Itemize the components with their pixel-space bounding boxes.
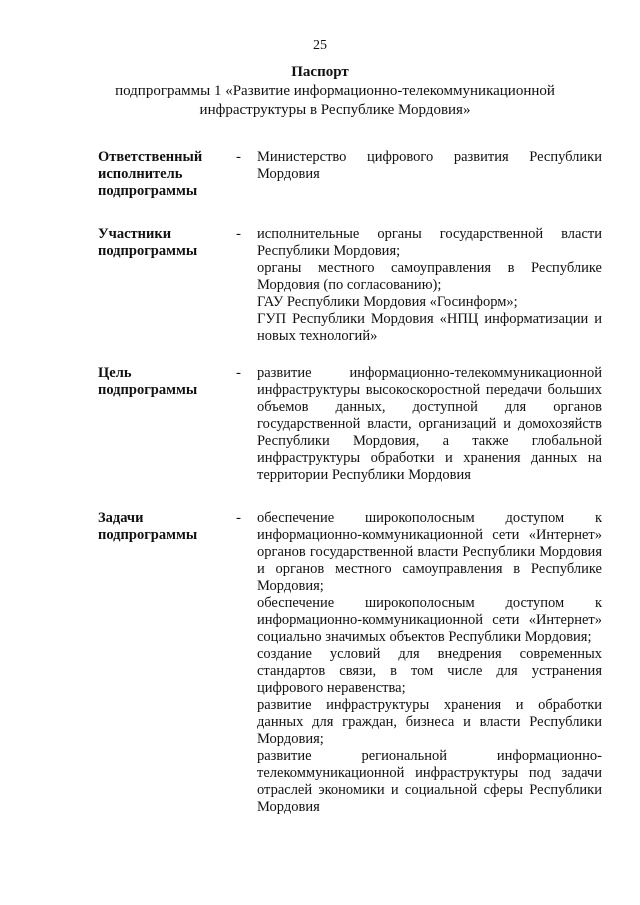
row-item: развитие инфраструктуры хранения и обработки данных для граждан, бизнеса и власти Республики Мордовия; bbox=[257, 697, 602, 747]
row-item: развитие региональной информационно-телекоммуникационной инфраструктуры под задачи отраслей экономики и социальной сферы Республики Мордовия bbox=[257, 748, 602, 815]
row-item: обеспечение широкополосным доступом к информационно-коммуникационной сети «Интернет» социально значимых объектов Республики Мордовия; bbox=[257, 595, 602, 645]
row-label: Ответственный исполнитель подпрограммы bbox=[98, 149, 203, 199]
row-dash: - bbox=[236, 510, 241, 526]
row-label: Задачи подпрограммы bbox=[98, 510, 198, 543]
row-content bbox=[257, 510, 602, 816]
row-content bbox=[257, 149, 602, 183]
row-item: органы местного самоуправления в Республике Мордовия (по согласованию); bbox=[257, 260, 602, 293]
row-item: ГУП Республики Мордовия «НПЦ информатизации и новых технологий» bbox=[257, 311, 602, 344]
row-item: обеспечение широкополосным доступом к информационно-коммуникационной сети «Интернет» органов государственной власти Республики Мордовия и органов местного самоуправления в Республике Мордовия; bbox=[257, 510, 602, 594]
row-item: создание условий для внедрения современных стандартов связи, в том числе для устранения цифрового неравенства; bbox=[257, 646, 602, 696]
row-dash: - bbox=[236, 149, 241, 165]
row-item: развитие информационно-телекоммуникационной инфраструктуры высокоскоростной передачи больших объемов данных, доступной для органов государственной власти, организаций и домохозяйств Республики Мордовия, а также глобальной инфраструктуры обработки и хранения данных на территории Республики Мордовия bbox=[257, 365, 602, 483]
row-item: исполнительные органы государственной власти Республики Мордовия; bbox=[257, 226, 602, 259]
row-dash: - bbox=[236, 226, 241, 242]
row-content bbox=[257, 365, 602, 484]
row-content bbox=[257, 226, 602, 345]
row-label: Участники подпрограммы bbox=[98, 226, 198, 259]
document-title: Паспорт bbox=[291, 64, 349, 80]
page-number: 25 bbox=[313, 38, 327, 53]
row-item: Министерство цифрового развития Республики Мордовия bbox=[257, 149, 602, 182]
document-subtitle: подпрограммы 1 «Развитие информационно-телекоммуникационной инфраструктуры в Республике Мордовия» bbox=[115, 83, 555, 118]
row-label: Цель подпрограммы bbox=[98, 365, 198, 398]
row-dash: - bbox=[236, 365, 241, 381]
row-item: ГАУ Республики Мордовия «Госинформ»; bbox=[257, 294, 518, 310]
